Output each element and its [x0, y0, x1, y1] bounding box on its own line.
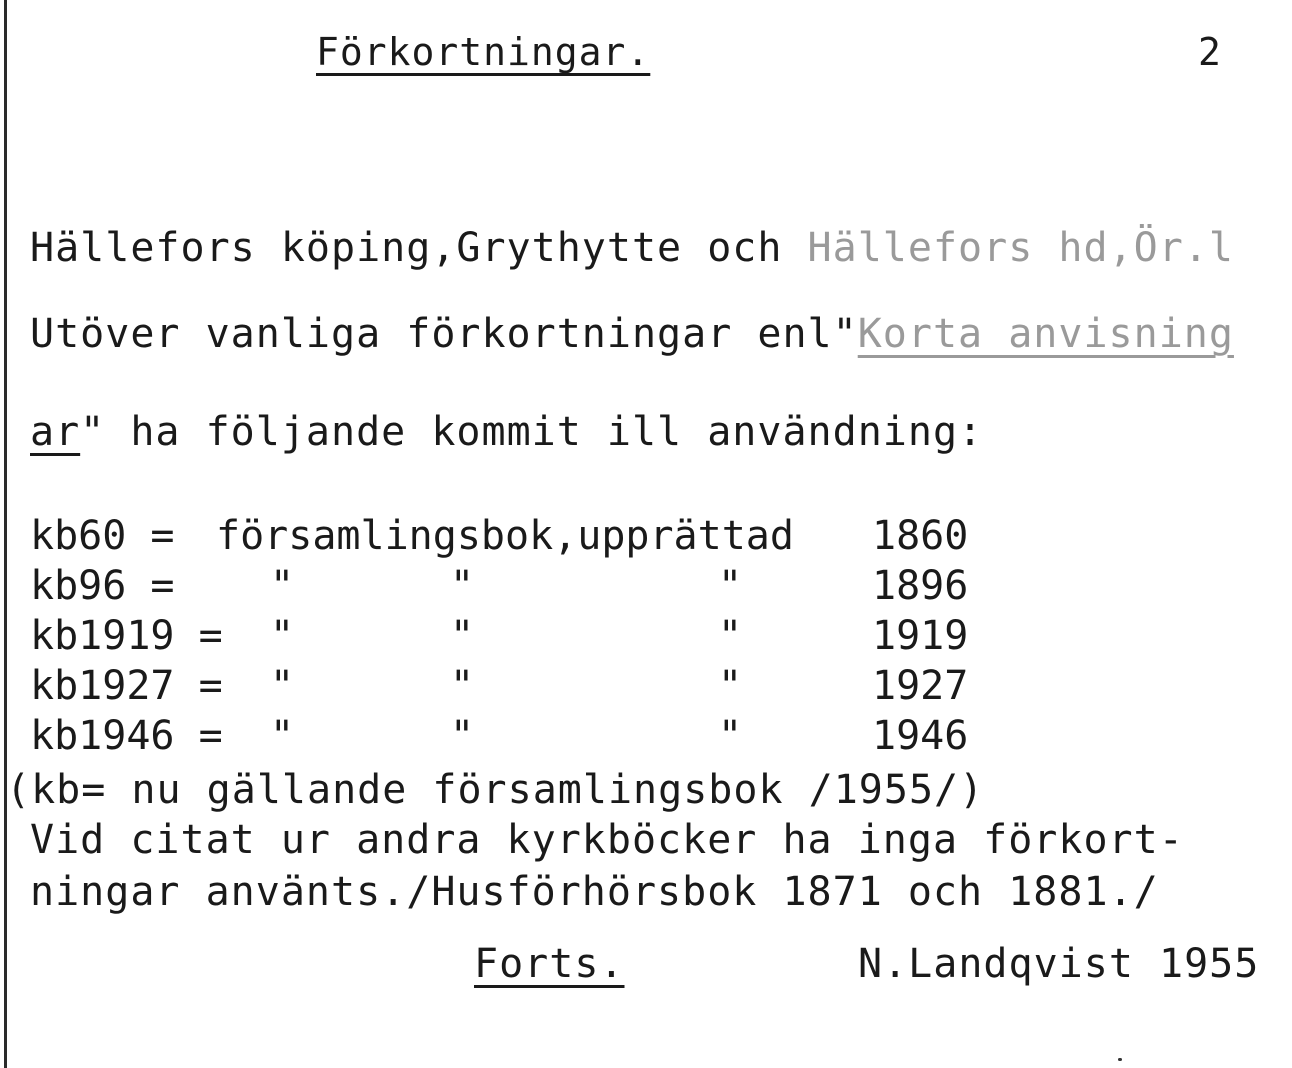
abbreviation-year: 1927 [872, 663, 969, 709]
intro-line-1 [30, 226, 1234, 270]
author-signature: N.Landqvist 1955 [858, 941, 1260, 987]
abbreviation-row [30, 562, 1030, 610]
citation-note-line-2: ningar använts./Husförhörsbok 1871 och 1881./ [30, 869, 1159, 915]
ditto-mark: " [718, 663, 743, 709]
continued-marker: Forts. [474, 941, 625, 987]
abbreviation-year: 1860 [872, 513, 969, 559]
ditto-mark: " [270, 563, 295, 609]
left-margin-rule [4, 0, 7, 1068]
abbreviation-code: kb1946 = [30, 713, 223, 759]
ditto-mark: " [450, 563, 475, 609]
ditto-mark: " [270, 713, 295, 759]
abbreviation-row [30, 512, 1030, 560]
abbreviation-description: församlingsbok,upprättad [216, 513, 794, 559]
abbreviation-code: kb60 = [30, 513, 175, 559]
intro-line-1-text: Hällefors köping,Grythytte och [30, 225, 808, 271]
abbreviation-row [30, 612, 1030, 660]
intro-line-3 [30, 410, 983, 454]
abbreviation-year: 1919 [872, 613, 969, 659]
ditto-mark: " [718, 713, 743, 759]
abbreviation-row [30, 662, 1030, 710]
paper-speck [1118, 1058, 1122, 1061]
reference-title-part-1: Korta anvisning [857, 311, 1234, 357]
ditto-mark: " [450, 713, 475, 759]
ditto-mark: " [718, 613, 743, 659]
page-number: 2 [1198, 30, 1222, 74]
ditto-mark: " [450, 613, 475, 659]
ditto-mark: " [270, 613, 295, 659]
kb-note: (kb= nu gällande församlingsbok /1955/) [6, 767, 985, 813]
page-title: Förkortningar. [316, 30, 651, 74]
ditto-mark: " [450, 663, 475, 709]
citation-note-line-1: Vid citat ur andra kyrkböcker ha inga förkort- [30, 817, 1184, 863]
ditto-mark: " [718, 563, 743, 609]
abbreviation-year: 1946 [872, 713, 969, 759]
reference-title-part-2: ar [30, 409, 81, 455]
abbreviation-code: kb96 = [30, 563, 175, 609]
abbreviation-year: 1896 [872, 563, 969, 609]
abbreviation-row [30, 712, 1030, 760]
intro-line-1-faded-text: Hällefors hd,Ör.l [807, 225, 1234, 271]
intro-line-3-text: " ha följande kommit ill användning: [80, 409, 984, 455]
intro-line-2-text: Utöver vanliga förkortningar enl" [30, 311, 858, 357]
intro-line-2 [30, 312, 1234, 356]
ditto-mark: " [270, 663, 295, 709]
abbreviation-code: kb1919 = [30, 613, 223, 659]
abbreviation-code: kb1927 = [30, 663, 223, 709]
